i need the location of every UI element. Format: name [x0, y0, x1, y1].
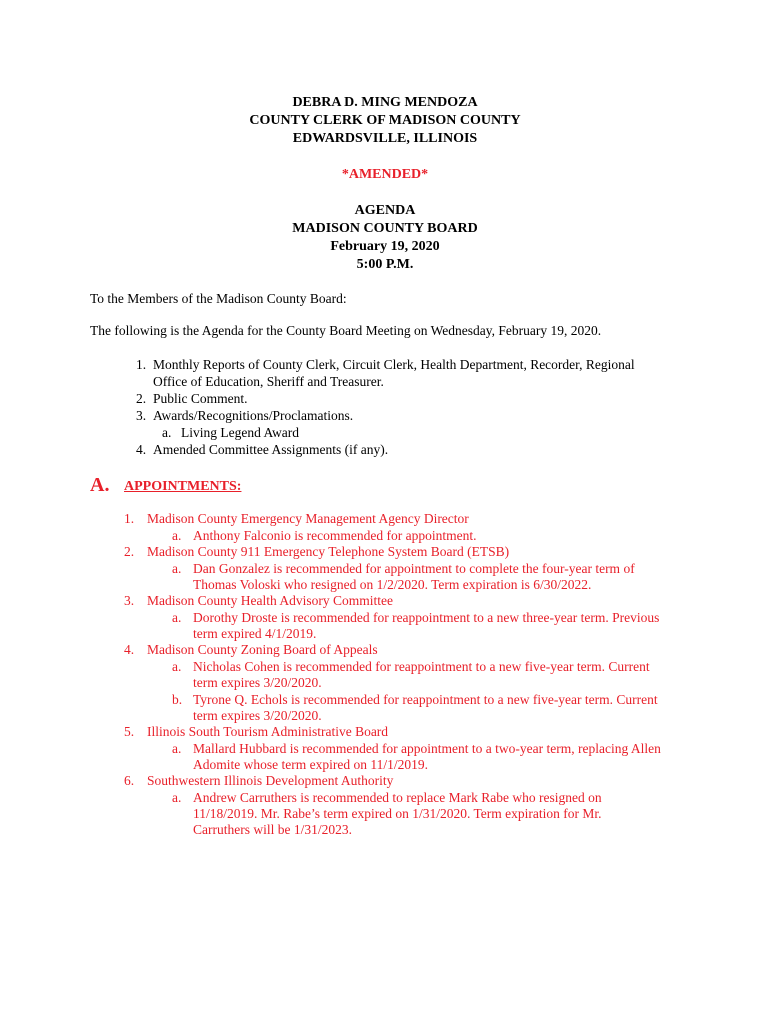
sub-item-letter: a.: [162, 425, 172, 440]
salutation: To the Members of the Madison County Board:: [90, 291, 347, 306]
meeting-time: 5:00 P.M.: [356, 257, 414, 272]
item-text: Public Comment.: [153, 391, 248, 406]
appointment-sub-letter: a.: [172, 741, 182, 756]
agenda-statement: The following is the Agenda for the County Board Meeting on Wednesday, February 19, 2020.: [90, 323, 602, 338]
section-letter: A.: [90, 474, 110, 496]
appointment-number: 5.: [124, 724, 135, 739]
clerk-location: EDWARDSVILLE, ILLINOIS: [292, 131, 478, 146]
appointment-title: Illinois South Tourism Administrative Board: [147, 724, 389, 739]
appointment-sub-text: Mallard Hubbard is recommended for appointment to a two-year term, replacing Allen: [193, 741, 661, 756]
appointment-sub-text: Tyrone Q. Echols is recommended for reappointment to a new five-year term. Current: [193, 692, 658, 707]
appointment-sub-text: Dorothy Droste is recommended for reappointment to a new three-year term. Previous: [193, 610, 660, 625]
item-text: Amended Committee Assignments (if any).: [153, 442, 389, 457]
appointment-number: 2.: [124, 544, 135, 559]
appointment-number: 6.: [124, 773, 135, 788]
appointment-number: 3.: [124, 593, 135, 608]
appointment-number: 1.: [124, 511, 135, 526]
appointment-sub-text: term expires 3/20/2020.: [193, 708, 322, 723]
item-number: 2.: [136, 391, 147, 406]
appointment-sub-text: Thomas Voloski who resigned on 1/2/2020. Term expiration is 6/30/2022.: [193, 577, 592, 592]
appointment-sub-letter: b.: [172, 692, 183, 707]
appointment-number: 4.: [124, 642, 135, 657]
appointment-title: Madison County 911 Emergency Telephone System Board (ETSB): [147, 544, 510, 559]
appointment-sub-letter: a.: [172, 790, 182, 805]
board-name: MADISON COUNTY BOARD: [292, 221, 478, 236]
appointment-title: Madison County Emergency Management Agency Director: [147, 511, 469, 526]
appointment-sub-text: 11/18/2019. Mr. Rabe’s term expired on 1/31/2020. Term expiration for Mr.: [193, 806, 602, 821]
sub-item-text: Living Legend Award: [181, 425, 299, 440]
item-number: 4.: [136, 442, 147, 457]
appointment-sub-letter: a.: [172, 610, 182, 625]
amended-notice: *AMENDED*: [341, 167, 429, 182]
appointment-sub-text: Anthony Falconio is recommended for appointment.: [193, 528, 477, 543]
appointment-sub-text: Dan Gonzalez is recommended for appointment to complete the four-year term of: [193, 561, 635, 576]
appointment-sub-text: term expires 3/20/2020.: [193, 675, 322, 690]
appointment-sub-text: Adomite whose term expired on 11/1/2019.: [193, 757, 428, 772]
appointment-sub-letter: a.: [172, 659, 182, 674]
appointment-sub-text: Nicholas Cohen is recommended for reappointment to a new five-year term. Current: [193, 659, 650, 674]
meeting-date: February 19, 2020: [330, 239, 440, 254]
appointment-title: Madison County Zoning Board of Appeals: [147, 642, 378, 657]
item-text: Monthly Reports of County Clerk, Circuit Clerk, Health Department, Recorder, Regional: [153, 357, 635, 372]
clerk-name: DEBRA D. MING MENDOZA: [292, 95, 478, 110]
agenda-title: AGENDA: [354, 203, 416, 218]
item-number: 3.: [136, 408, 147, 423]
appointment-title: Madison County Health Advisory Committee: [147, 593, 393, 608]
appointment-sub-text: Carruthers will be 1/31/2023.: [193, 822, 352, 837]
item-text: Office of Education, Sheriff and Treasurer.: [153, 374, 384, 389]
appointment-sub-letter: a.: [172, 561, 182, 576]
section-title: APPOINTMENTS:: [124, 479, 242, 494]
appointment-sub-text: term expired 4/1/2019.: [193, 626, 317, 641]
appointment-sub-text: Andrew Carruthers is recommended to replace Mark Rabe who resigned on: [193, 790, 602, 805]
item-number: 1.: [136, 357, 147, 372]
appointment-sub-letter: a.: [172, 528, 182, 543]
clerk-title: COUNTY CLERK OF MADISON COUNTY: [249, 113, 521, 128]
appointment-title: Southwestern Illinois Development Authority: [147, 773, 394, 788]
item-text: Awards/Recognitions/Proclamations.: [153, 408, 354, 423]
